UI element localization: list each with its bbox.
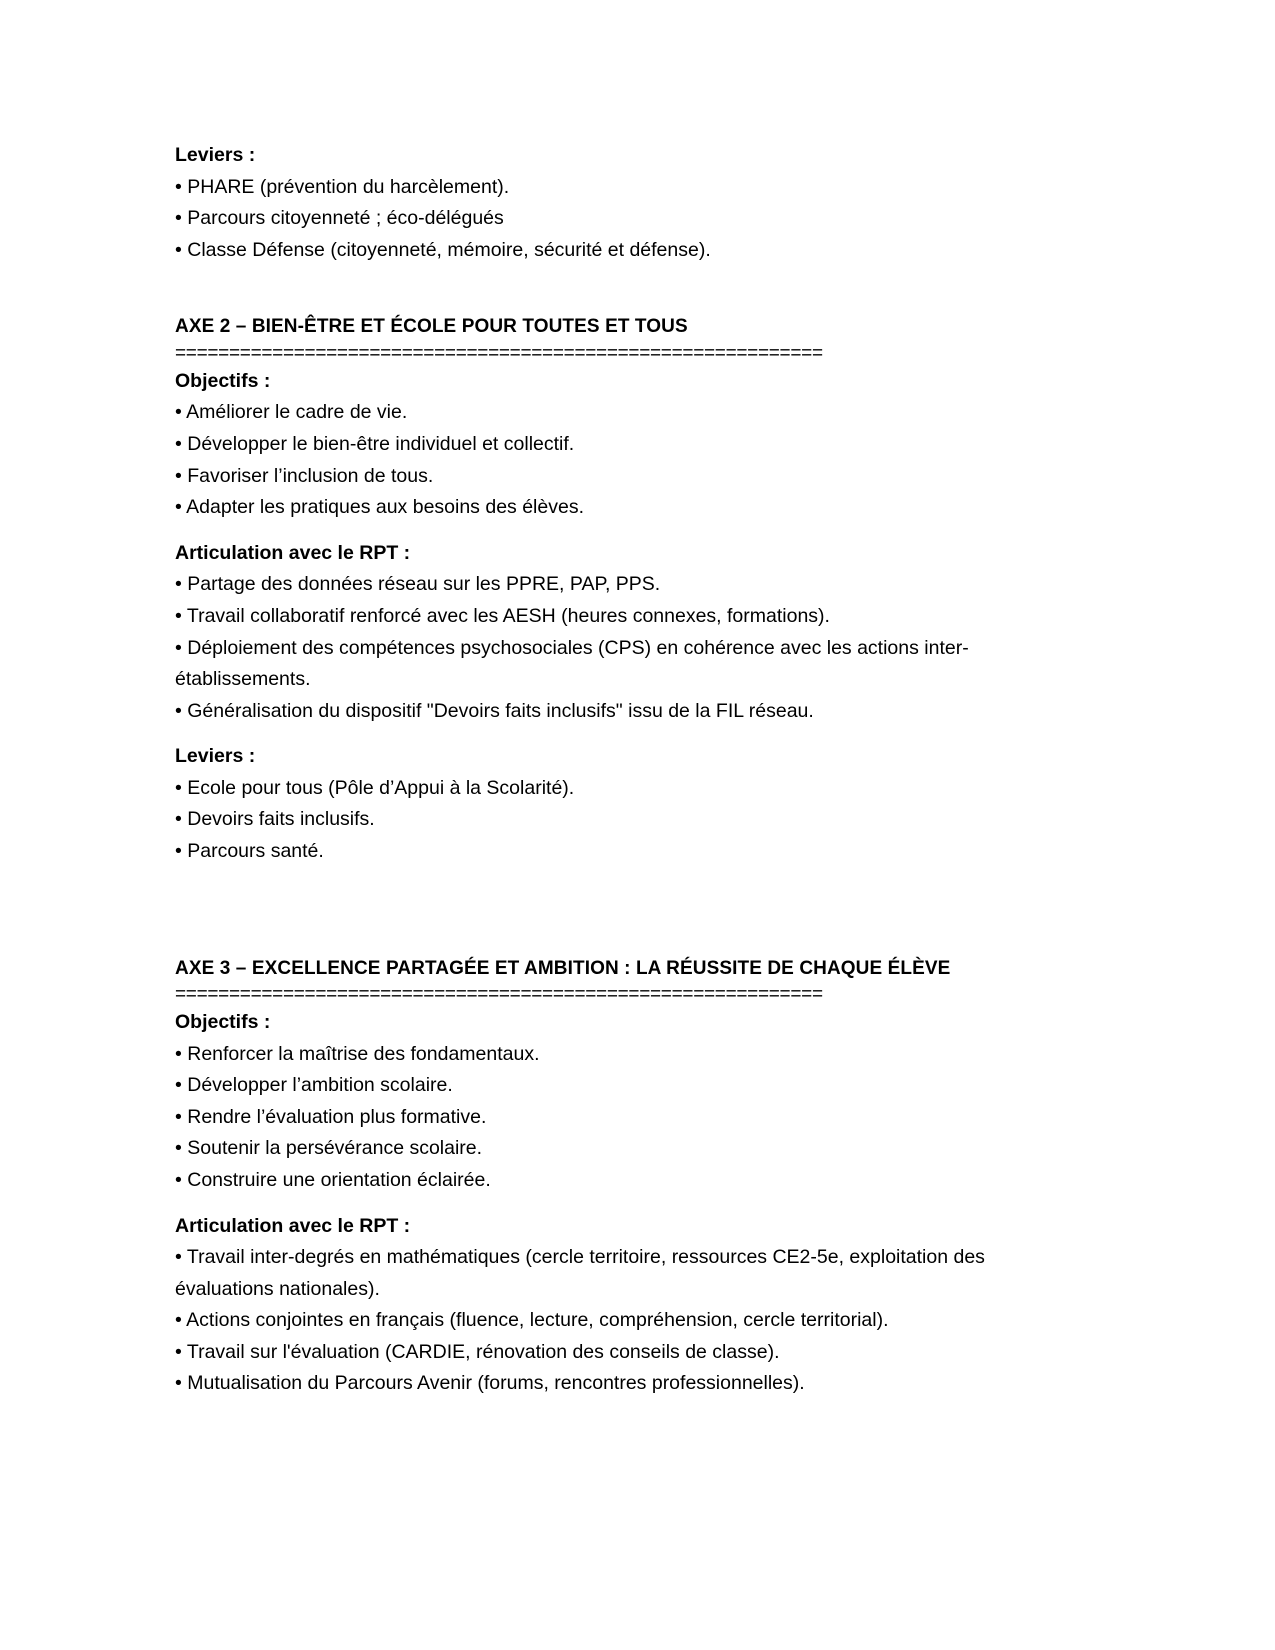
list-item: • Adapter les pratiques aux besoins des élèves. — [175, 496, 584, 519]
list-item: • Rendre l’évaluation plus formative. — [175, 1105, 487, 1128]
section-axe2 — [175, 312, 1035, 867]
list-item: • Améliorer le cadre de vie. — [175, 401, 408, 424]
axe3-title: AXE 3 – EXCELLENCE PARTAGÉE ET AMBITION : LA RÉUSSITE DE CHAQUE ÉLÈVE — [175, 957, 951, 979]
document-body — [175, 140, 1035, 1400]
axe3-objectifs-label: Objectifs : — [175, 1011, 271, 1034]
axe2-leviers-label: Leviers : — [175, 745, 256, 768]
axe2-divider: ============================================================ — [175, 343, 823, 365]
spacer — [175, 1197, 1035, 1211]
list-item: • Devoirs faits inclusifs. — [175, 808, 375, 831]
list-item: • Parcours santé. — [175, 839, 324, 862]
list-item: • Travail collaboratif renforcé avec les AESH (heures connexes, formations). — [175, 604, 830, 627]
section-axe3 — [175, 954, 1035, 1401]
spacer — [175, 868, 1035, 954]
spacer — [175, 524, 1035, 538]
list-item: • Développer l’ambition scolaire. — [175, 1074, 453, 1097]
axe3-divider: ============================================================ — [175, 984, 823, 1006]
leviers-label: Leviers : — [175, 144, 256, 166]
list-item: • Partage des données réseau sur les PPRE, PAP, PPS. — [175, 573, 661, 596]
list-item: • Classe Défense (citoyenneté, mémoire, sécurité et défense). — [175, 238, 711, 261]
list-item: • Déploiement des compétences psychosociales (CPS) en cohérence avec les actions inter-établissements. — [175, 636, 969, 691]
list-item: • Renforcer la maîtrise des fondamentaux. — [175, 1042, 540, 1065]
list-item: • Ecole pour tous (Pôle d’Appui à la Scolarité). — [175, 776, 575, 799]
axe2-title: AXE 2 – BIEN-ÊTRE ET ÉCOLE POUR TOUTES ET TOUS — [175, 316, 688, 338]
axe3-articulation-label: Articulation avec le RPT : — [175, 1214, 411, 1237]
section-leviers-axe1 — [175, 140, 1035, 266]
list-item: • Travail sur l'évaluation (CARDIE, rénovation des conseils de classe). — [175, 1340, 780, 1363]
spacer — [175, 727, 1035, 741]
list-item: • Actions conjointes en français (fluence, lecture, compréhension, cercle territorial). — [175, 1309, 889, 1332]
list-item: • Généralisation du dispositif "Devoirs faits inclusifs" issu de la FIL réseau. — [175, 699, 814, 722]
list-item: • Favoriser l’inclusion de tous. — [175, 464, 434, 487]
list-item: • Soutenir la persévérance scolaire. — [175, 1137, 483, 1160]
list-item: • Mutualisation du Parcours Avenir (forums, rencontres professionnelles). — [175, 1372, 805, 1395]
axe2-objectifs-label: Objectifs : — [175, 369, 271, 392]
list-item: • Développer le bien-être individuel et collectif. — [175, 433, 575, 456]
list-item: • Parcours citoyenneté ; éco-délégués — [175, 207, 504, 230]
list-item: • PHARE (prévention du harcèlement). — [175, 175, 510, 198]
list-item: • Travail inter-degrés en mathématiques (cercle territoire, ressources CE2-5e, exploitation des évaluations nationales). — [175, 1246, 991, 1300]
axe2-articulation-label: Articulation avec le RPT : — [175, 541, 411, 564]
spacer — [175, 266, 1035, 312]
list-item: • Construire une orientation éclairée. — [175, 1169, 491, 1191]
